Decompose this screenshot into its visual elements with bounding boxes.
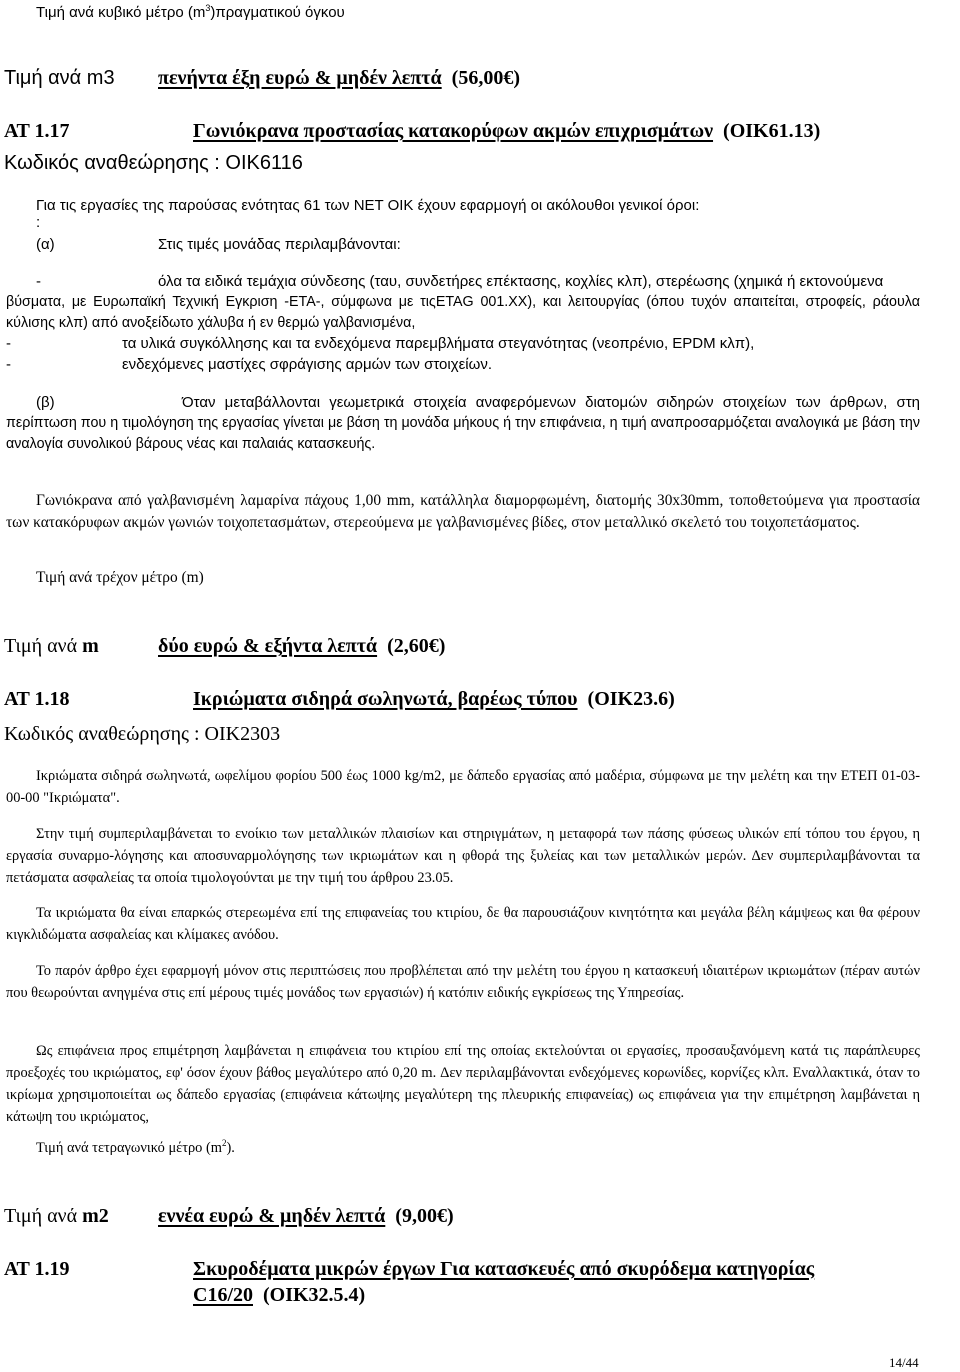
- article-title-119-line-1: Σκυροδέματα μικρών έργων Για κατασκευές από σκυρόδεμα κατηγορίας: [193, 1258, 815, 1280]
- article-code-117: ΑΤ 1.17: [4, 120, 70, 142]
- article-title-117: Γωνιόκρανα προστασίας κατακορύφων ακμών επιχρισμάτων (ΟΙΚ61.13): [193, 120, 821, 142]
- article-code-119: ΑΤ 1.19: [4, 1258, 70, 1280]
- price-label-m2: Τιμή ανά m2: [4, 1205, 109, 1227]
- unit-line-cubic: Τιμή ανά κυβικό μέτρο $(m^3)\pi\rho\alpha\gamma\mu\alpha\tau\iota\kappa oύ$ όγκου: [36, 3, 345, 21]
- article-117-description: Γωνιόκρανα από γαλβανισμένη λαμαρίνα πάχους 1,00 mm, κατάλληλα διαμορφωμένη, διατομής 30x30mm, τοποθετούμενα για προστασία των κατακόρυφων ακμών γωνιών τοιχοπετασμάτων, στερεούμενα με γαλβανισμένες βίδες, στον μεταλλικό σκελετό του τοιχοπετάσματος.: [6, 492, 920, 531]
- price-words-9-00: εννέα ευρώ & μηδέν λεπτά (9,00€): [158, 1205, 454, 1227]
- article-title-119-line-2: C16/20 (ΟΙΚ32.5.4): [193, 1284, 366, 1306]
- price-label-m3: Τιμή ανά m3: [4, 67, 115, 89]
- bullet-item-3: ενδεχόμενες μαστίχες σφράγισης αρμών των στοιχείων.: [122, 356, 492, 373]
- article-title-118: Ικριώματα σιδηρά σωληνωτά, βαρέως τύπου (ΟΙΚ23.6): [193, 688, 675, 710]
- article-118-paragraph-5: Ως επιφάνεια προς επιμέτρηση λαμβάνεται η επιφάνεια του κτιρίου επί της οποίας εκτελούνται οι εργασίες, προσαυξανόμενη κατά τις παράπλευρες προεξοχές του ικριώματος, εφ' όσον έχουν βάθος μεγαλύτερο από 0,20 m. Δεν περιλαμβάνονται ενδεχόμενες κορωνίδες, κορνίζες κλπ. Εναλλακτικά, όταν το ικρίωμα χρησιμοποιείται ως δάπεδο εργασίας (επιφάνεια κάτωψης μεγαλύτερη της πλευρικής επιφανείας) ως επιφάνεια για την επιμέτρηση λαμβάνεται η κάτωψη του ικριώματος,: [6, 1043, 920, 1125]
- bullet-dash-2: -: [6, 335, 11, 352]
- article-118-paragraph-2: Στην τιμή συμπεριλαμβάνεται το ενοίκιο των μεταλλικών πλαισίων και στηριγμάτων, η μεταφορά των πάσης φύσεως υλικών επί τόπου του έργου, η εργασία συναρμο-λόγησης και αποσυναρμολόγησης των ικριωμάτων και η φθορά της ξυλείας και των μεταλλικών μερών. Δεν συμπεριλαμβάνονται τα πετάσματα ασφαλείας τα οποία τιμολογούνται με την τιμή του άρθρου 23.05.: [6, 826, 920, 886]
- clause-a-label: (α): [36, 236, 55, 253]
- clause-b-rest: περίπτωση που η τιμολόγηση της εργασίας γίνεται με βάση τη μονάδα μήκους ή την επιφάνεια, η τιμή αναπροσαρμόζεται αναλογικά με βάση την αναλογία συνολικού βάρους νέας και παλαιάς κατασκευής.: [6, 415, 920, 452]
- article-118-paragraph-4: Το παρόν άρθρο έχει εφαρμογή μόνον στις περιπτώσεις που προβλέπεται από την μελέτη του έργου η κατασκευή ιδιαιτέρων ικριωμάτων (πέραν αυτών που θεωρούνται ανηγμένα στις επί μέρους τιμές μονάδος των εργασιών) ή κατόπιν ειδικής εγκρίσεως της Υπηρεσίας.: [6, 963, 920, 1001]
- bullet-dash-3: -: [6, 356, 11, 373]
- unit-line-square-meter: Τιμή ανά τετραγωνικό μέτρο $(m^2)$.: [36, 1138, 235, 1156]
- price-words-2-60: δύο ευρώ & εξήντα λεπτά (2,60€): [158, 635, 446, 657]
- page-number: 14/44: [889, 1355, 919, 1370]
- article-118-paragraph-3: Τα ικριώματα θα είναι επαρκώς στερεωμένα επί της επιφανείας του κτιρίου, δε θα παρουσιάζουν κινητότητα και μεγάλα βέλη κάμψεως και θα φέρουν κιγκλιδώματα ασφαλείας και κλίμακες ανόδου.: [6, 905, 920, 943]
- clause-b-label: (β): [36, 394, 55, 411]
- general-colon: :: [36, 214, 41, 231]
- general-intro: Για τις εργασίες της παρούσας ενότητας 61 των ΝΕΤ ΟΙΚ έχουν εφαρμογή οι ακόλουθοι γενικοί όροι:: [36, 197, 700, 214]
- revision-code-117: Κωδικός αναθεώρησης : ΟΙΚ6116: [4, 152, 303, 174]
- clause-b-first: Όταν μεταβάλλονται γεωμετρικά στοιχεία αναφερόμενων διατομών σιδηρών στοιχείων των άρθρων, στη: [182, 394, 920, 411]
- price-words-56: πενήντα έξη ευρώ & μηδέν λεπτά (56,00€): [158, 67, 520, 89]
- price-label-m: Τιμή ανά m: [4, 635, 99, 657]
- clause-a-text: Στις τιμές μονάδας περιλαμβάνονται:: [158, 236, 401, 253]
- bullet-item-1-first: όλα τα ειδικά τεμάχια σύνδεσης (ταυ, συνδετήρες επέκτασης, κοχλίες κλπ), στερέωσης (χημικά ή εκτονούμενα: [158, 273, 884, 290]
- article-code-118: ΑΤ 1.18: [4, 688, 70, 710]
- unit-line-running-meter: Τιμή ανά τρέχον μέτρο (m): [36, 569, 204, 586]
- bullet-item-2: τα υλικά συγκόλλησης και τα ενδεχόμενα παρεμβλήματα στεγανότητας (νεοπρένιο, EPDM κλπ),: [122, 335, 755, 352]
- article-118-paragraph-1: Ικριώματα σιδηρά σωληνωτά, ωφελίμου φορίου 500 έως 1000 kg/m2, με δάπεδο εργασίας από μαδέρια, σύμφωνα με την μελέτη και την ΕΤΕΠ 01-03-00-00 "Ικριώματα".: [6, 768, 920, 806]
- bullet-dash-1: -: [36, 273, 41, 290]
- bullet-item-1-rest: βύσματα, με Ευρωπαϊκή Τεχνική Εγκριση -ΕΤΑ-, σύμφωνα με τιςETAG 001.XX), και λειτουργίας (όπου τυχόν απαιτείται, στροφείς, ράουλα κύλισης κλπ) από ανοξείδωτο χάλυβα ή εν θερμώ γαλβανισμένα,: [6, 294, 920, 331]
- revision-code-118: Κωδικός αναθεώρησης : ΟΙΚ2303: [4, 723, 281, 745]
